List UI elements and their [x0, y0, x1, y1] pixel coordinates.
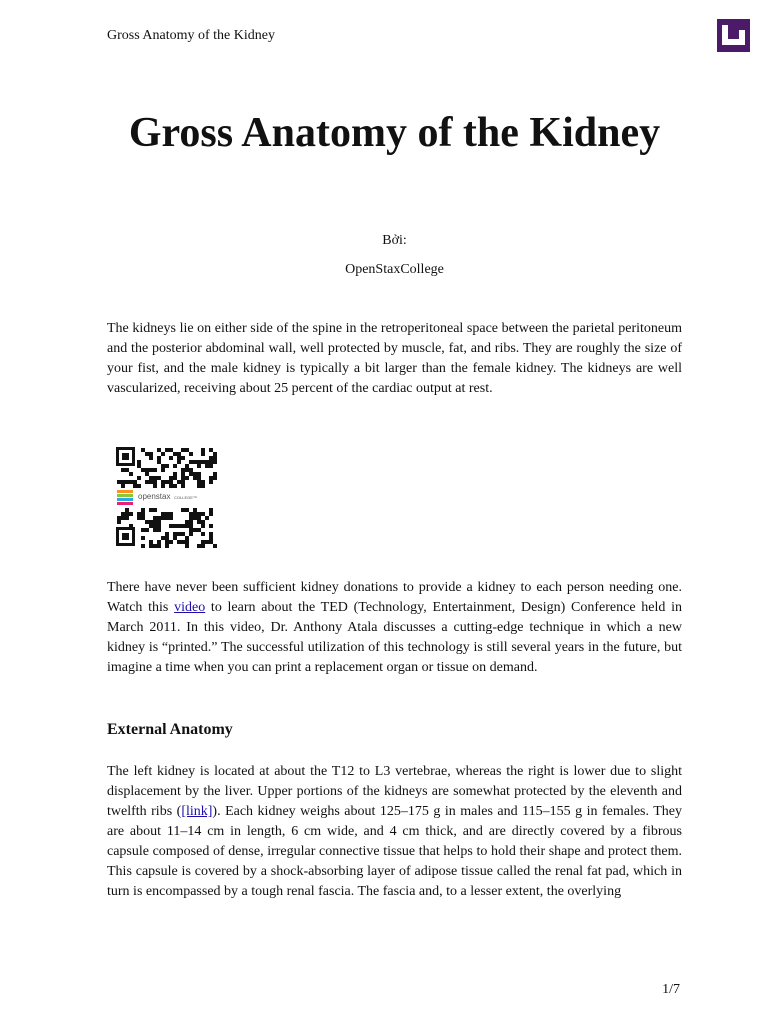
openstax-logo-icon[interactable]	[717, 19, 750, 52]
qr-brand-suffix: COLLEGE™	[174, 495, 197, 500]
intro-paragraph: The kidneys lie on either side of the spine in the retroperitoneal space between the parietal peritoneum and the posterior abdominal wall, well protected by muscle, fat, and ribs. They are roughly the size of your fist, and the male kidney is typically a bit larger than the female kidney. The kidneys are well vascularized, receiving about 25 percent of the cardiac output at rest.	[107, 321, 682, 396]
section-heading-external-anatomy: External Anatomy	[107, 721, 233, 738]
video-paragraph-text-1: There have never been sufficient kidney donations to provide a kidney to each person needing one. Watch this	[107, 580, 682, 615]
page-number: 1/7	[662, 982, 680, 997]
qr-brand-text: openstax	[138, 492, 171, 501]
byline-label: Bởi:	[382, 233, 407, 248]
qr-code-graphic	[108, 440, 218, 550]
video-link[interactable]: video	[174, 600, 206, 615]
external-anatomy-paragraph	[107, 762, 682, 902]
figure-link[interactable]: [link]	[181, 804, 213, 819]
author-name: OpenStaxCollege	[345, 262, 444, 277]
video-paragraph	[107, 578, 682, 678]
external-anatomy-text-2: ). Each kidney weighs about 125–175 g in males and 115–155 g in females. They are about 11–14 cm in length, 6 cm wide, and 4 cm thick, and are directly covered by a fibrous capsule composed of dense, irregular connective tissue that helps to hold their shape and protect them. This capsule is covered by a shock-absorbing layer of adipose tissue called the renal fat pad, which in turn is encompassed by a tough renal fascia. The fascia and, to a lesser extent, the overlying	[107, 804, 682, 899]
qr-code-icon	[108, 440, 218, 550]
video-paragraph-text-2: to learn about the TED (Technology, Entertainment, Design) Conference held in March 2011. In this video, Dr. Anthony Atala discusses a cutting-edge technique in which a new kidney is “printed.” The successful utilization of this technology is still several years in the future, but imagine a time when you can print a replacement organ or tissue on demand.	[107, 600, 682, 675]
external-anatomy-text-1: The left kidney is located at about the T12 to L3 vertebrae, whereas the right is lower due to slight displacement by the liver. Upper portions of the kidneys are somewhat protected by the eleventh and twelfth ribs (	[107, 764, 682, 819]
page-title: Gross Anatomy of the Kidney	[128, 110, 661, 156]
running-header: Gross Anatomy of the Kidney	[107, 28, 275, 43]
